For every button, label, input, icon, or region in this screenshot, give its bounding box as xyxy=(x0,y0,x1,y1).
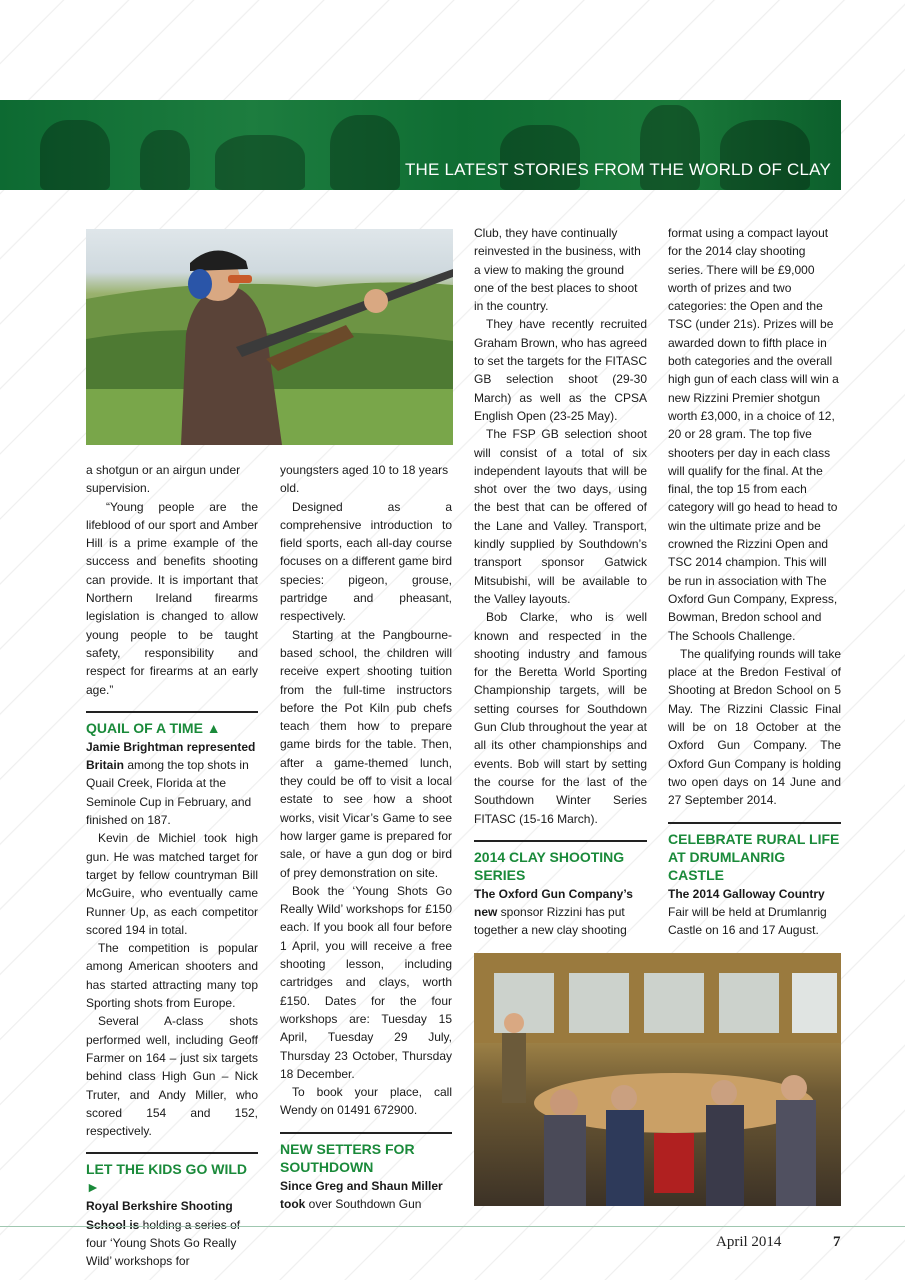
shooter-photo xyxy=(86,229,453,445)
section-divider xyxy=(86,1152,258,1154)
lead-paragraph xyxy=(86,1197,258,1270)
body-text: To book your place, call Wendy on 01491 672900. xyxy=(280,1085,452,1118)
lead-text: sponsor Rizzini has put together a new clay shooting xyxy=(474,905,627,938)
section-divider xyxy=(280,1132,452,1134)
page-number: 7 xyxy=(833,1234,841,1250)
body-text: Starting at the Pangbourne-based school, the children will receive expert shooting tuition from the full-time instructors before the Pot Kiln pub chefs teach them how to prepare game birds for the table. Then, after a game-themed lunch, they could be off to visit a local estate to see how a shoot works, visit Vicar’s Game to see how larger game is prepared for sale, or have a gun dog or bird of prey demonstration on site. xyxy=(280,627,452,880)
lead-bold: The 2014 Galloway Country xyxy=(668,886,825,901)
section-divider xyxy=(86,711,258,713)
column-1 xyxy=(86,461,258,1271)
banner-title: THE LATEST STORIES FROM THE WORLD OF CLAY xyxy=(404,160,831,179)
body-text: Bob Clarke, who is well known and respected in the shooting industry and famous for the Beretta World Sporting Championship targets, will be setting courses for Southdown Gun Club throughout the year at all its other championships and events. Bob will start by setting the course for the last of the Southdown Winter Series FITASC (15-16 March). xyxy=(474,610,647,826)
banner-photo-shooter xyxy=(330,115,400,190)
body-text: The competition is popular among American shooters and has started attracting many top Sporting shots from Europe. xyxy=(86,941,258,1011)
classroom-illustration xyxy=(474,953,841,1206)
body-text: “Young people are the lifeblood of our sport and Amber Hill is a prime example of the success and benefits shooting can provide. It is important that Northern Ireland firearms legislation is changed to allow young people to be taught safety, responsibility and respect for firearms at an early age.” xyxy=(86,499,258,697)
body-text: Book the ‘Young Shots Go Really Wild’ workshops for £150 each. If you book all four before 1 April, you will receive a free shooting lesson, including cartridges and clays, worth £150. Dates for the four workshops are: Tuesday 15 April, Tuesday 29 July, Thursday 23 October, Thursday 18 December. xyxy=(280,883,452,1081)
body-text: Several A-class shots performed well, including Geoff Farmer on 164 – just six targets behind class High Gun – Nick Truter, and Andy Miller, who scored 154 and 152, respectively. xyxy=(86,1014,258,1139)
body-text: youngsters aged 10 to 18 years old. xyxy=(280,463,449,496)
section-heading-kids: LET THE KIDS GO WILD ► xyxy=(86,1161,247,1196)
banner-photo-shooter xyxy=(140,130,190,190)
lead-text: over Southdown Gun xyxy=(305,1196,422,1211)
column-2 xyxy=(280,461,452,1213)
body-text: Club, they have continually reinvested in the business, with a view to making the ground one of the best places to shoot in the country. xyxy=(474,226,641,314)
lead-text: among the top shots in Quail Creek, Florida at the Seminole Cup in February, and finished on 187. xyxy=(86,758,252,828)
lead-paragraph xyxy=(86,738,258,829)
lead-paragraph xyxy=(668,885,841,940)
column-4 xyxy=(668,224,841,939)
body-text: The qualifying rounds will take place at the Bredon Festival of Shooting at Bredon School on 5 May. The Rizzini Classic Final will be on 18 October at the Oxford Gun Company. The Oxford Gun Company is holding two open days on 14 June and 27 September 2014. xyxy=(668,646,841,808)
lead-paragraph xyxy=(280,1177,452,1214)
body-text: Kevin de Michiel took high gun. He was matched target for target by fellow countryman Bill McGuire, who eventually came Runner Up, as each competitor scored 194 in total. xyxy=(86,831,258,937)
lead-text: Fair will be held at Drumlanrig Castle on 16 and 17 August. xyxy=(668,904,827,938)
header-banner xyxy=(0,100,841,190)
lead-text: holding a series of four ‘Young Shots Go Really Wild’ workshops for xyxy=(86,1217,241,1269)
body-text: They have recently recruited Graham Brown, who has agreed to set the targets for the FITASC GB selection shoot (29-30 March) as well as the CPSA English Open (23-25 May). xyxy=(474,317,647,423)
column-3 xyxy=(474,224,647,940)
banner-photo-shooter xyxy=(40,120,110,190)
body-text: Designed as a comprehensive introduction to field sports, each all-day course focuses on a different game bird species: pigeon, grouse, partridge and pheasant, respectively. xyxy=(280,499,452,624)
banner-photo-dogs xyxy=(215,135,305,190)
section-heading-series: 2014 CLAY SHOOTING SERIES xyxy=(474,848,625,883)
body-text: format using a compact layout for the 2014 clay shooting series. There will be £9,000 worth of prizes and two categories: the Open and the TSC (under 21s). Prizes will be awarded down to fifth place in both categories and the overall high gun of each class will win a new Rizzini Premier shotgun worth £3,000, in a choice of 12, 20 or 28 gram. The top five shooters per day in each class will qualify for the final. At the final, the top 15 from each category will go head to head to win the ultimate prize and be crowned the Rizzini Open and TSC 2014 champion. This will be run in association with The Oxford Gun Company, Express, Bowman, Bredon school and The Schools Challenge. xyxy=(668,226,839,643)
lead-bold: Since Greg and Shaun Miller took xyxy=(280,1178,443,1211)
shooter-illustration xyxy=(86,229,453,445)
section-heading-rural: CELEBRATE RURAL LIFE AT DRUMLANRIG CASTLE xyxy=(668,830,840,883)
banner-photo-shooter xyxy=(500,125,580,190)
lead-bold: Royal Berkshire Shooting School is xyxy=(86,1199,233,1232)
classroom-photo xyxy=(474,953,841,1206)
lead-bold: Jamie Brightman represented Britain xyxy=(86,739,256,773)
footer-rule xyxy=(0,1226,905,1227)
section-divider xyxy=(668,822,841,824)
body-text: a shotgun or an airgun under supervision. xyxy=(86,463,241,496)
section-heading-setters: NEW SETTERS FOR SOUTHDOWN xyxy=(280,1140,415,1175)
body-text: The FSP GB selection shoot will consist of a total of six independent layouts that will be shot over the two days, using the best that can be offered of the Lane and Valley. Transport, kindly supplied by Southdown’s transport sponsor Gatwick Mitsubishi, will be available to the Valley layouts. xyxy=(474,427,647,606)
section-heading-quail: QUAIL OF A TIME ▲ xyxy=(86,719,221,736)
lead-paragraph xyxy=(474,885,647,940)
section-divider xyxy=(474,840,647,842)
lead-bold: The Oxford Gun Company’s new xyxy=(474,886,633,920)
footer-date: April 2014 xyxy=(716,1234,782,1250)
